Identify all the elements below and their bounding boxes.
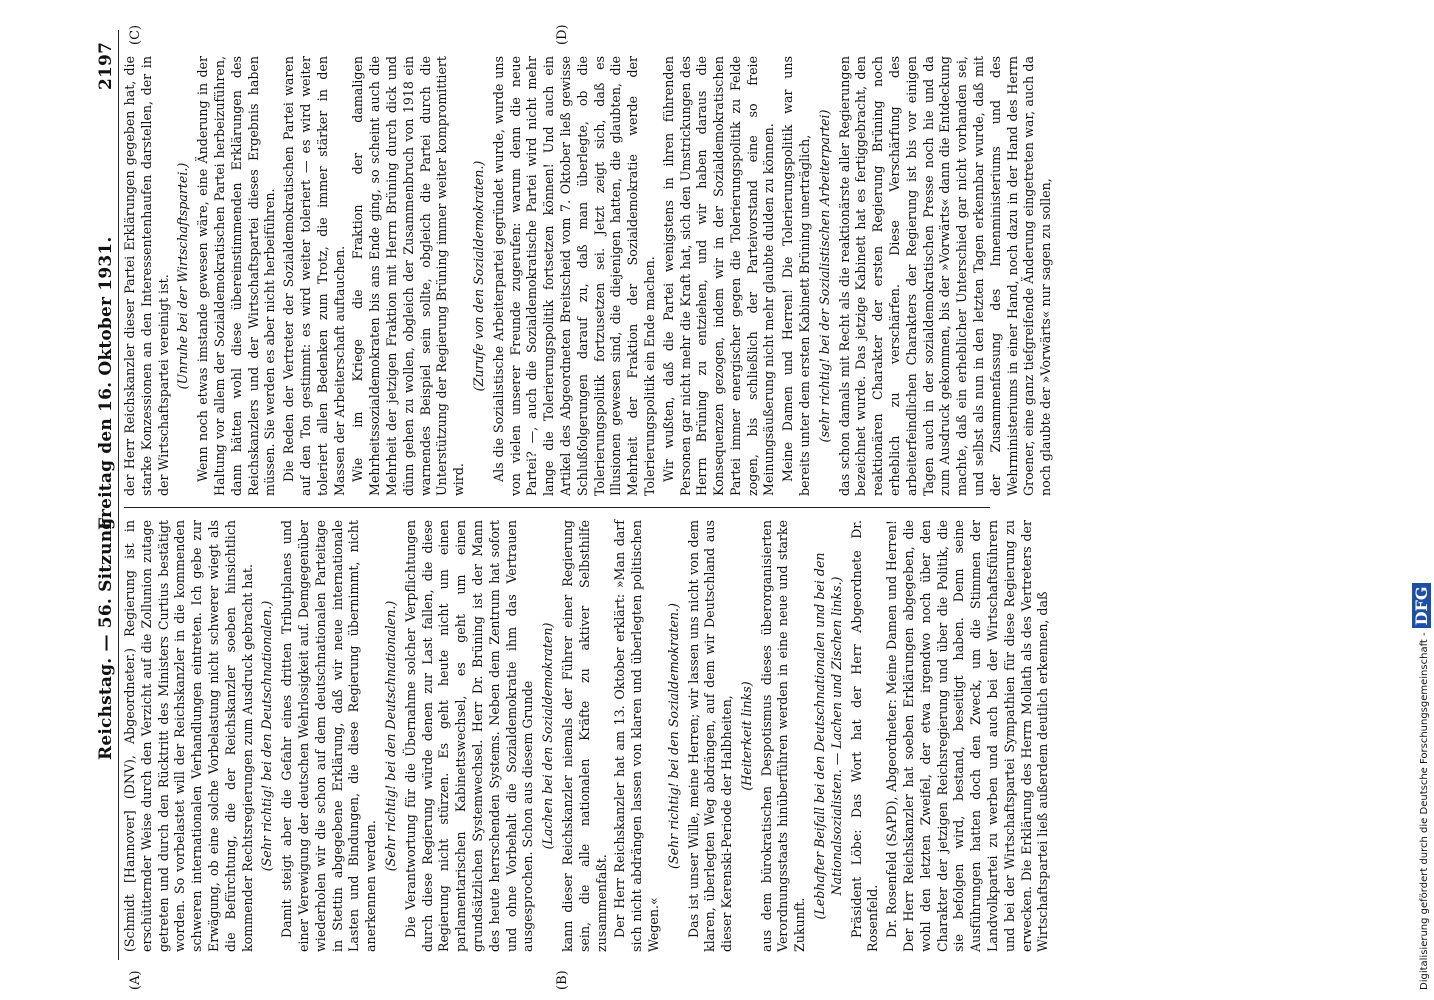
margin-mark-c: (C) [128,24,143,45]
speaker-paragraph: Präsident Löbe: Das Wort hat der Herr Abgeordnete Dr. Rosenfeld. [848,520,881,952]
running-header-left: Reichstag. — 56. Sitzung. [96,511,116,760]
paragraph: kann dieser Reichskanzler niemals der Führer einer Regierung sein, die alle nationalen Kräfte zu aktiver Selbsthilfe zusammenfaßt. [559,520,609,952]
dfg-logo-icon: DFG [1412,583,1431,628]
paragraph: Wie im Kriege die Fraktion der damaligen Mehrheitssozialdemokraten bis ans Ende ging, so scheint auch die Mehrheit der jetzigen Fraktion mit Herrn Brüning durch dick und dünn gehen zu wollen, obgleich der Zusammenbruch von 1918 ein warnendes Beispiel sein sollte, obgleich die Partei durch die Unterstützung der Regierung Brüning immer weiter kompromittiert wird. [350,56,467,496]
text-column-left [122,520,1122,952]
paragraph: Wir wußten, daß die Partei wenigstens in ihren führenden Personen gar nicht mehr die Kraft hat, sich den Umstrickungen des Herrn Brüning zu entziehen, und wir haben daraus die Konsequenzen gezogen, indem wir in der Sozialdemokratischen Partei immer energischer gegen die Tolerierungspolitik zu Felde zogen, bis schließlich der Parteivorstand eine so freie Meinungsäußerung nicht mehr glaubte dulden zu können. [660,56,777,496]
text-column-right [122,56,1122,496]
paragraph: Die Reden der Vertreter der Sozialdemokratischen Partei waren auf den Ton gestimmt: es wird weiter toleriert — es wird weiter toleriert allen Bedenken zum Trotz, die immer stärker in den Massen der Arbeiterschaft auftauchen. [281,56,347,496]
running-header-date: Freitag den 16. Oktober 1931. [96,236,116,530]
margin-mark-d: (D) [555,24,570,45]
paragraph: Der Herr Reichskanzler hat am 13. Oktober erklärt: »Man darf sich nicht abdrängen lassen von klaren und überlegten politischen Wegen.« [612,520,661,952]
paragraph: aus dem bürokratischen Despotismus dieses überorganisierten Verordnungsstaats hinüberführen werden in eine neue und starke Zukunft. [758,520,808,952]
header-rule [118,30,119,960]
interjection: (Zurufe von den Sozialdemokraten.) [470,160,486,392]
dfg-credit-text: Digitalisierung gefördert durch die Deutsche Forschungsgemeinschaft - [1419,632,1430,990]
page-number: 2197 [96,41,116,90]
interjection: (Sehr richtig! bei den Sozialdemokraten.) [665,603,681,869]
paragraph: Die Verantwortung für die Übernahme solcher Verpflichtungen durch diese Regierung würde denen zur Last fallen, die diese Regierung nicht stürzen. Es geht heute nicht um einen parlamentarischen Kabinettswechsel, es geht um einen grundsätzlichen Systemwechsel. Herr Dr. Brüning ist der Mann des heute herrschenden Systems. Neben dem Zentrum hat sofort und ohne Vorbehalt die Sozialdemokratie ihm das Vertrauen ausgesprochen. Schon aus diesem Grunde [402,520,536,952]
margin-mark-b: (B) [555,970,570,990]
interjection: (Lachen bei den Sozialdemokraten) [540,622,556,850]
paragraph: Wenn noch etwas imstande gewesen wäre, eine Änderung in der Haltung vor allem der Sozialdemokratischen Partei herbeizuführen, dann hätten wohl diese übereinstimmenden Erklärungen des Reichskanzlers und der Wirtschaftspartei dieses Ergebnis haben müssen. Sie werden es aber nicht herbeiführen. [195,56,278,496]
paragraph: Das ist unser Wille, meine Herren; wir lassen uns nicht von dem klaren, überlegten Weg abdrängen, auf dem wir Deutschland aus dieser Kerenski-Periode der Halbheiten, [685,520,735,952]
interjection: (Sehr richtig! bei den Deutschnationalen.) [382,600,398,872]
paragraph: Damit steigt aber die Gefahr eines dritten Tributplanes und einer Verewigung der deutschen Wehrlosigkeit auf. Demgegenüber wiederholen wir die schon auf dem deutschnationalen Parteitage in Stettin abgegebene Erklärung, daß wir neue internationale Lasten und Bindungen, die diese Regierung übernimmt, nicht anerkennen werden. [279,520,379,952]
speaker-paragraph: Dr. Rosenfeld (SAPD), Abgeordneter: Meine Damen und Herren! Der Herr Reichskanzler hat soeben Erklärungen abgegeben, die wohl den letzten Zweifel, der etwa irgendwo noch über den Charakter der jetzigen Reichsregierung und über die Politik, die sie befolgen wird, bestand, beseitigt haben. Denn seine Ausführungen hatten doch den Zweck, um die Stimmen der Landvolkpartei zu werben und auch bei der Wirtschaftsführern und bei der Wirtschaftspartei Sympathien für diese Regierung zu erwecken. Die Erklärung des Herrn Mollath als des Vertreters der Wirtschaftspartei ließ außerdem deutlich erkennen, daß [884,520,1051,952]
margin-mark-a: (A) [128,970,143,990]
interjection: (Lebhafter Beifall bei den Deutschnationalen und bei den Nationalsozialisten. — Lachen und Zischen links.) [812,552,844,920]
column-divider [124,507,990,508]
paragraph: das schon damals mit Recht als die reaktionärste aller Regierungen bezeichnet wurde. Das jetzige Kabinett hat es fertiggebracht, den reaktionären Charakter der ersten Regierung Brüning noch erheblich zu verschärfen. Diese Verschärfung des arbeiterfeindlichen Charakters der Regierung ist bis vor einigen Tagen auch in der sozialdemokratischen Presse noch hie und da zum Ausdruck gekommen, bis der »Vorwärts« dann die Entdeckung machte, daß ein erheblicher Unterschied gar nicht vorhanden sei, und selbst als nun in den letzten Tagen erkennbar wurde, daß mit der Zusammenfassung des Innenministeriums und des Wehrministeriums in einer Hand, noch dazu in der Hand des Herrn Groener, eine ganz tiefgreifende Änderung eingetreten war, auch da noch glaubte der »Vorwärts« nur sagen zu sollen, [836,56,1054,496]
interjection: (Sehr richtig! bei den Deutschnationalen.) [259,600,275,872]
paragraph: der Herr Reichskanzler dieser Partei Erklärungen gegeben hat, die starke Konzessionen an den Interessentenhaufen darstellen, der in der Wirtschaftspartei vereinigt ist. [122,56,171,496]
paragraph: Als die Sozialistische Arbeiterpartei gegründet wurde, wurde uns von vielen unserer Freunde zugerufen: warum denn die neue Partei? —, auch die Sozialdemokratische Partei wird nicht mehr lange die Tolerierungspolitik fortsetzen können! Und auch ein Artikel des Abgeordneten Breitscheid vom 7. Oktober ließ gewisse Schlußfolgerungen darauf zu, daß man überlegte, ob die Tolerierungspolitik fortzusetzen sei. Jetzt zeigt sich, daß es Illusionen gewesen sind, die diejenigen hatten, die glaubten, die Mehrheit der Fraktion der Sozialdemokratie werde der Tolerierungspolitik ein Ende machen. [490,56,657,496]
interjection: (sehr richtig! bei der Sozialistischen Arbeiterpartei) [816,109,832,443]
paragraph: (Schmidt [Hannover] (DNV), Abgeordneter.) Regierung ist in erschütternder Weise durch den Verzicht auf die Zollunion zutage getreten und durch den Rücktritt des Ministers Curtius bestätigt worden. So vorbelastet will der Reichskanzler in die kommenden schweren internationalen Verhandlungen eintreten. Ich gebe zur Erwägung, ob eine solche Vorbelastung nicht schwerer wiegt als die Befürchtung, die der Reichskanzler soeben hinsichtlich kommender Rechtsregierungen zum Ausdruck gebracht hat. [122,520,255,952]
interjection: (Heiterkeit links) [738,681,754,791]
dfg-credit [1412,10,1431,990]
interjection: (Unruhe bei der Wirtschaftspartei.) [175,162,191,390]
paragraph: Meine Damen und Herren! Die Tolerierungspolitik war uns bereits unter dem ersten Kabinett Brüning unerträglich, [780,56,813,496]
